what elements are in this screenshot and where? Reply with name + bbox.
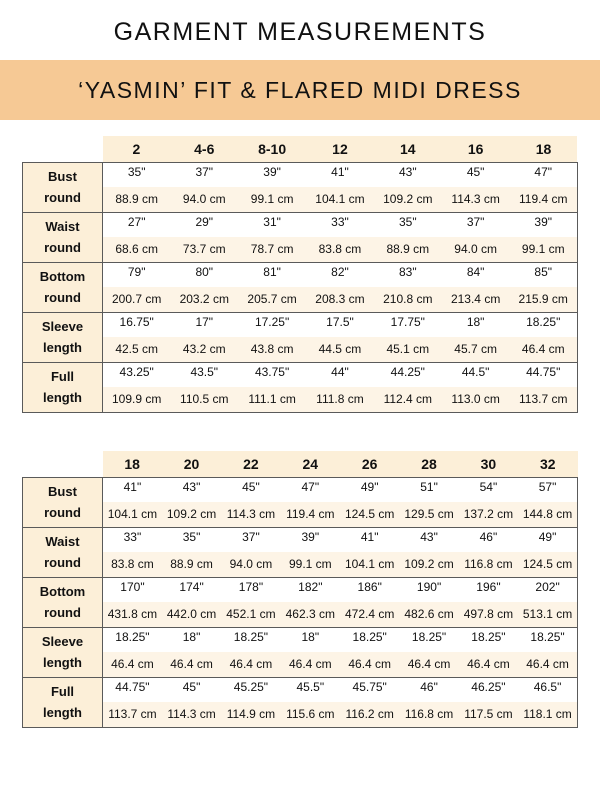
inch-value: 170": [103, 577, 162, 602]
inch-row: [23, 362, 578, 387]
cm-value: 45.1 cm: [374, 337, 442, 362]
cm-value: 124.5 cm: [340, 502, 399, 527]
cm-value: 114.3 cm: [442, 187, 510, 212]
inch-value: 47": [281, 477, 340, 502]
measurement-label: [23, 527, 103, 577]
measurement-label-line1: Sleeve: [41, 634, 84, 649]
inch-value: 57": [518, 477, 577, 502]
cm-value: 83.8 cm: [306, 237, 374, 262]
size-header: 12: [306, 136, 374, 162]
measurement-label-line2: round: [44, 505, 81, 520]
cm-value: 88.9 cm: [374, 237, 442, 262]
inch-value: 45.5": [281, 677, 340, 702]
inch-value: 17.25": [238, 312, 306, 337]
inch-value: 51": [399, 477, 458, 502]
cm-value: 431.8 cm: [103, 602, 162, 627]
measurement-label-line2: round: [44, 240, 81, 255]
cm-value: 46.4 cm: [510, 337, 578, 362]
measurement-label: [23, 577, 103, 627]
header-corner: [23, 451, 103, 477]
cm-value: 116.8 cm: [459, 552, 518, 577]
cm-value: 109.2 cm: [399, 552, 458, 577]
cm-value: 45.7 cm: [442, 337, 510, 362]
inch-value: 18.25": [518, 627, 577, 652]
inch-value: 18.25": [221, 627, 280, 652]
cm-value: 44.5 cm: [306, 337, 374, 362]
cm-value: 119.4 cm: [281, 502, 340, 527]
size-header: 22: [221, 451, 280, 477]
cm-value: 210.8 cm: [374, 287, 442, 312]
measurement-label-line2: length: [43, 655, 82, 670]
cm-value: 200.7 cm: [103, 287, 171, 312]
inch-value: 47": [510, 162, 578, 187]
cm-value: 94.0 cm: [442, 237, 510, 262]
size-header: 2: [103, 136, 171, 162]
cm-value: 46.4 cm: [221, 652, 280, 677]
cm-value: 113.7 cm: [510, 387, 578, 412]
inch-row: [23, 477, 578, 502]
cm-value: 104.1 cm: [103, 502, 162, 527]
cm-row: [23, 702, 578, 727]
measurement-label-line1: Full: [50, 369, 75, 384]
cm-value: 99.1 cm: [510, 237, 578, 262]
inch-value: 39": [238, 162, 306, 187]
cm-value: 109.2 cm: [374, 187, 442, 212]
inch-value: 44": [306, 362, 374, 387]
measurement-label-line1: Full: [50, 684, 75, 699]
inch-value: 37": [442, 212, 510, 237]
cm-value: 205.7 cm: [238, 287, 306, 312]
inch-row: [23, 577, 578, 602]
inch-value: 174": [162, 577, 221, 602]
cm-value: 88.9 cm: [103, 187, 171, 212]
measurement-label-line1: Bottom: [39, 269, 86, 284]
cm-value: 213.4 cm: [442, 287, 510, 312]
inch-value: 45.25": [221, 677, 280, 702]
inch-value: 45": [221, 477, 280, 502]
inch-value: 43": [162, 477, 221, 502]
size-header: 18: [103, 451, 162, 477]
inch-value: 18.25": [399, 627, 458, 652]
inch-value: 54": [459, 477, 518, 502]
inch-value: 81": [238, 262, 306, 287]
inch-value: 39": [281, 527, 340, 552]
cm-value: 42.5 cm: [103, 337, 171, 362]
inch-row: [23, 262, 578, 287]
inch-value: 45.75": [340, 677, 399, 702]
inch-row: [23, 162, 578, 187]
cm-value: 110.5 cm: [170, 387, 238, 412]
inch-value: 84": [442, 262, 510, 287]
inch-value: 43.75": [238, 362, 306, 387]
measurement-label-line1: Bust: [48, 484, 77, 499]
size-header: 26: [340, 451, 399, 477]
size-chart-table-2: [22, 451, 578, 728]
cm-row: [23, 287, 578, 312]
cm-row: [23, 387, 578, 412]
cm-value: 112.4 cm: [374, 387, 442, 412]
inch-value: 46": [399, 677, 458, 702]
inch-value: 43": [399, 527, 458, 552]
size-header: 32: [518, 451, 577, 477]
measurement-label-line1: Sleeve: [41, 319, 84, 334]
cm-value: 124.5 cm: [518, 552, 577, 577]
inch-value: 80": [170, 262, 238, 287]
inch-row: [23, 212, 578, 237]
product-banner: [0, 60, 600, 120]
cm-value: 104.1 cm: [306, 187, 374, 212]
inch-value: 202": [518, 577, 577, 602]
product-name: ‘YASMIN’ FIT & FLARED MIDI DRESS: [78, 76, 522, 103]
cm-row: [23, 237, 578, 262]
inch-value: 178": [221, 577, 280, 602]
measurement-label: [23, 262, 103, 312]
inch-value: 18": [162, 627, 221, 652]
inch-value: 41": [103, 477, 162, 502]
inch-value: 79": [103, 262, 171, 287]
cm-value: 46.4 cm: [399, 652, 458, 677]
inch-row: [23, 312, 578, 337]
cm-value: 109.2 cm: [162, 502, 221, 527]
size-header: 20: [162, 451, 221, 477]
inch-row: [23, 677, 578, 702]
inch-value: 17.5": [306, 312, 374, 337]
cm-value: 129.5 cm: [399, 502, 458, 527]
inch-value: 18.25": [340, 627, 399, 652]
measurement-label: [23, 212, 103, 262]
cm-row: [23, 187, 578, 212]
inch-value: 37": [170, 162, 238, 187]
inch-value: 18.25": [510, 312, 578, 337]
measurement-label: [23, 477, 103, 527]
inch-value: 43.5": [170, 362, 238, 387]
size-header-row: [23, 451, 578, 477]
cm-value: 119.4 cm: [510, 187, 578, 212]
measurement-label-line2: length: [43, 340, 82, 355]
cm-value: 78.7 cm: [238, 237, 306, 262]
cm-value: 215.9 cm: [510, 287, 578, 312]
cm-value: 109.9 cm: [103, 387, 171, 412]
cm-value: 83.8 cm: [103, 552, 162, 577]
inch-value: 83": [374, 262, 442, 287]
measurement-label-line2: length: [43, 390, 82, 405]
measurement-label: [23, 162, 103, 212]
inch-value: 35": [374, 212, 442, 237]
cm-value: 462.3 cm: [281, 602, 340, 627]
inch-value: 33": [103, 527, 162, 552]
cm-value: 482.6 cm: [399, 602, 458, 627]
measurement-label-line2: round: [44, 290, 81, 305]
inch-value: 18": [281, 627, 340, 652]
inch-value: 35": [162, 527, 221, 552]
cm-value: 203.2 cm: [170, 287, 238, 312]
cm-value: 88.9 cm: [162, 552, 221, 577]
measurement-label: [23, 312, 103, 362]
size-header: 16: [442, 136, 510, 162]
cm-value: 99.1 cm: [238, 187, 306, 212]
cm-value: 513.1 cm: [518, 602, 577, 627]
cm-value: 46.4 cm: [340, 652, 399, 677]
inch-value: 46.25": [459, 677, 518, 702]
measurement-label-line2: round: [44, 190, 81, 205]
cm-value: 94.0 cm: [221, 552, 280, 577]
measurement-label-line1: Waist: [45, 534, 80, 549]
inch-row: [23, 527, 578, 552]
cm-value: 452.1 cm: [221, 602, 280, 627]
header-corner: [23, 136, 103, 162]
cm-value: 114.9 cm: [221, 702, 280, 727]
inch-value: 44.75": [103, 677, 162, 702]
inch-value: 182": [281, 577, 340, 602]
inch-value: 27": [103, 212, 171, 237]
cm-value: 43.8 cm: [238, 337, 306, 362]
size-chart-table-1: [22, 136, 578, 413]
cm-value: 118.1 cm: [518, 702, 577, 727]
measurement-label-line1: Waist: [45, 219, 80, 234]
cm-row: [23, 552, 578, 577]
cm-row: [23, 337, 578, 362]
cm-value: 111.8 cm: [306, 387, 374, 412]
measurement-label-line2: round: [44, 605, 81, 620]
inch-value: 41": [340, 527, 399, 552]
cm-value: 115.6 cm: [281, 702, 340, 727]
inch-value: 44.5": [442, 362, 510, 387]
measurement-label-line2: length: [43, 705, 82, 720]
cm-value: 113.0 cm: [442, 387, 510, 412]
measurement-label: [23, 677, 103, 727]
cm-value: 73.7 cm: [170, 237, 238, 262]
inch-value: 17.75": [374, 312, 442, 337]
cm-value: 116.8 cm: [399, 702, 458, 727]
inch-row: [23, 627, 578, 652]
cm-value: 114.3 cm: [221, 502, 280, 527]
inch-value: 45": [162, 677, 221, 702]
inch-value: 44.75": [510, 362, 578, 387]
inch-value: 85": [510, 262, 578, 287]
page-title: GARMENT MEASUREMENTS: [113, 18, 487, 46]
measurement-label: [23, 627, 103, 677]
inch-value: 35": [103, 162, 171, 187]
cm-value: 94.0 cm: [170, 187, 238, 212]
cm-value: 144.8 cm: [518, 502, 577, 527]
inch-value: 46.5": [518, 677, 577, 702]
cm-value: 472.4 cm: [340, 602, 399, 627]
inch-value: 43.25": [103, 362, 171, 387]
size-header: 24: [281, 451, 340, 477]
cm-value: 43.2 cm: [170, 337, 238, 362]
measurement-label: [23, 362, 103, 412]
cm-value: 137.2 cm: [459, 502, 518, 527]
size-header: 30: [459, 451, 518, 477]
size-header: 14: [374, 136, 442, 162]
inch-value: 186": [340, 577, 399, 602]
inch-value: 18.25": [103, 627, 162, 652]
cm-value: 46.4 cm: [281, 652, 340, 677]
measurement-label-line1: Bottom: [39, 584, 86, 599]
size-header: 4-6: [170, 136, 238, 162]
inch-value: 49": [518, 527, 577, 552]
inch-value: 31": [238, 212, 306, 237]
inch-value: 17": [170, 312, 238, 337]
cm-value: 114.3 cm: [162, 702, 221, 727]
inch-value: 45": [442, 162, 510, 187]
measurement-label-line2: round: [44, 555, 81, 570]
inch-value: 16.75": [103, 312, 171, 337]
cm-value: 46.4 cm: [459, 652, 518, 677]
cm-value: 46.4 cm: [103, 652, 162, 677]
cm-value: 117.5 cm: [459, 702, 518, 727]
cm-row: [23, 502, 578, 527]
cm-value: 208.3 cm: [306, 287, 374, 312]
inch-value: 44.25": [374, 362, 442, 387]
inch-value: 18.25": [459, 627, 518, 652]
cm-value: 116.2 cm: [340, 702, 399, 727]
inch-value: 43": [374, 162, 442, 187]
cm-value: 442.0 cm: [162, 602, 221, 627]
inch-value: 190": [399, 577, 458, 602]
inch-value: 39": [510, 212, 578, 237]
inch-value: 41": [306, 162, 374, 187]
inch-value: 29": [170, 212, 238, 237]
size-header: 28: [399, 451, 458, 477]
cm-value: 46.4 cm: [518, 652, 577, 677]
cm-row: [23, 602, 578, 627]
inch-value: 37": [221, 527, 280, 552]
cm-value: 68.6 cm: [103, 237, 171, 262]
inch-value: 82": [306, 262, 374, 287]
cm-value: 113.7 cm: [103, 702, 162, 727]
cm-value: 104.1 cm: [340, 552, 399, 577]
size-header-row: [23, 136, 578, 162]
inch-value: 18": [442, 312, 510, 337]
inch-value: 196": [459, 577, 518, 602]
cm-value: 497.8 cm: [459, 602, 518, 627]
cm-value: 111.1 cm: [238, 387, 306, 412]
measurement-label-line1: Bust: [48, 169, 77, 184]
cm-value: 99.1 cm: [281, 552, 340, 577]
inch-value: 46": [459, 527, 518, 552]
cm-value: 46.4 cm: [162, 652, 221, 677]
size-header: 8-10: [238, 136, 306, 162]
inch-value: 49": [340, 477, 399, 502]
size-header: 18: [510, 136, 578, 162]
inch-value: 33": [306, 212, 374, 237]
cm-row: [23, 652, 578, 677]
